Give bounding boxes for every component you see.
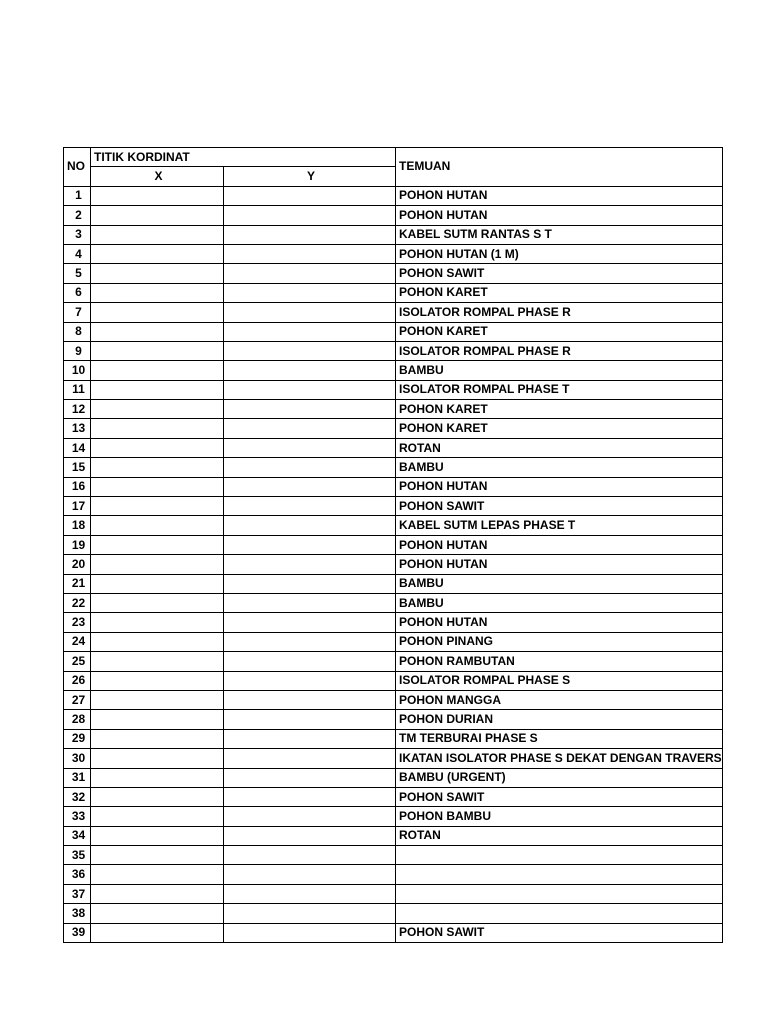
row-x-value [91,419,224,438]
row-no: 34 [64,826,91,845]
row-temuan: POHON KARET [396,322,723,341]
row-y-value [224,400,396,419]
row-temuan: POHON KARET [396,400,723,419]
row-y-value [224,632,396,651]
row-temuan: IKATAN ISOLATOR PHASE S DEKAT DENGAN TRAVERS [396,749,723,768]
table-row [64,729,723,748]
row-no: 18 [64,516,91,535]
row-y-value [224,690,396,709]
row-temuan: POHON KARET [396,419,723,438]
row-no: 27 [64,690,91,709]
table-row [64,690,723,709]
row-x-value [91,690,224,709]
row-y-value [224,904,396,923]
row-x-value [91,438,224,457]
table-row [64,826,723,845]
table-row [64,652,723,671]
table-row [64,613,723,632]
row-no: 21 [64,574,91,593]
row-x-value [91,729,224,748]
row-y-value [224,322,396,341]
row-no: 24 [64,632,91,651]
row-no: 19 [64,535,91,554]
row-no: 20 [64,555,91,574]
row-temuan: POHON KARET [396,283,723,302]
row-temuan [396,904,723,923]
row-x-value [91,535,224,554]
row-x-value [91,497,224,516]
row-no: 36 [64,865,91,884]
row-no: 8 [64,322,91,341]
row-no: 23 [64,613,91,632]
row-temuan: POHON HUTAN [396,613,723,632]
row-y-value [224,826,396,845]
row-temuan: ISOLATOR ROMPAL PHASE T [396,380,723,399]
row-temuan: ISOLATOR ROMPAL PHASE S [396,671,723,690]
table-row [64,303,723,322]
row-no: 29 [64,729,91,748]
row-no: 3 [64,225,91,244]
header-x: X [91,167,224,186]
row-y-value [224,807,396,826]
row-y-value [224,652,396,671]
row-y-value [224,535,396,554]
table-row [64,535,723,554]
row-y-value [224,865,396,884]
spreadsheet [63,147,723,943]
row-temuan [396,865,723,884]
table-row [64,380,723,399]
header-y: Y [224,167,396,186]
row-temuan: BAMBU [396,574,723,593]
header-row [64,148,723,167]
row-no: 10 [64,361,91,380]
row-temuan: POHON SAWIT [396,923,723,942]
row-y-value [224,593,396,612]
row-x-value [91,593,224,612]
row-x-value [91,671,224,690]
row-temuan [396,884,723,903]
row-x-value [91,186,224,205]
row-no: 13 [64,419,91,438]
row-temuan: POHON SAWIT [396,787,723,806]
row-temuan: POHON PINANG [396,632,723,651]
header-no: NO [64,148,91,187]
table-row [64,555,723,574]
table-row [64,593,723,612]
row-x-value [91,884,224,903]
row-no: 16 [64,477,91,496]
table-row [64,497,723,516]
row-y-value [224,264,396,283]
table-row [64,865,723,884]
table-row [64,341,723,360]
row-y-value [224,516,396,535]
row-temuan: POHON SAWIT [396,264,723,283]
row-no: 2 [64,206,91,225]
row-x-value [91,244,224,263]
row-y-value [224,923,396,942]
row-x-value [91,303,224,322]
row-y-value [224,884,396,903]
row-x-value [91,632,224,651]
row-temuan: BAMBU [396,458,723,477]
row-temuan: ROTAN [396,826,723,845]
row-y-value [224,438,396,457]
row-temuan: ROTAN [396,438,723,457]
row-no: 17 [64,497,91,516]
row-x-value [91,380,224,399]
row-temuan: BAMBU [396,593,723,612]
row-y-value [224,555,396,574]
table-row [64,477,723,496]
row-y-value [224,186,396,205]
row-no: 37 [64,884,91,903]
row-x-value [91,361,224,380]
table-row [64,923,723,942]
row-y-value [224,846,396,865]
table-row [64,225,723,244]
row-temuan: POHON HUTAN [396,535,723,554]
row-temuan: ISOLATOR ROMPAL PHASE R [396,341,723,360]
row-no: 6 [64,283,91,302]
table-row [64,904,723,923]
row-x-value [91,826,224,845]
row-y-value [224,768,396,787]
row-x-value [91,768,224,787]
row-x-value [91,206,224,225]
row-x-value [91,322,224,341]
row-no: 32 [64,787,91,806]
row-temuan: ISOLATOR ROMPAL PHASE R [396,303,723,322]
row-x-value [91,904,224,923]
row-y-value [224,729,396,748]
row-y-value [224,206,396,225]
row-y-value [224,361,396,380]
table-row [64,749,723,768]
row-y-value [224,574,396,593]
row-no: 38 [64,904,91,923]
table-row [64,438,723,457]
row-temuan: POHON HUTAN (1 M) [396,244,723,263]
table-row [64,264,723,283]
row-x-value [91,613,224,632]
table-row [64,632,723,651]
row-temuan: KABEL SUTM RANTAS S T [396,225,723,244]
table-row [64,458,723,477]
row-no: 15 [64,458,91,477]
header-titik-kordinat: TITIK KORDINAT [91,148,396,167]
row-no: 14 [64,438,91,457]
row-temuan: KABEL SUTM LEPAS PHASE T [396,516,723,535]
row-temuan: POHON MANGGA [396,690,723,709]
row-temuan: TM TERBURAI PHASE S [396,729,723,748]
row-y-value [224,613,396,632]
row-y-value [224,477,396,496]
row-y-value [224,341,396,360]
row-x-value [91,555,224,574]
row-y-value [224,710,396,729]
row-x-value [91,341,224,360]
row-y-value [224,458,396,477]
row-no: 22 [64,593,91,612]
row-temuan: POHON RAMBUTAN [396,652,723,671]
row-x-value [91,458,224,477]
row-temuan: POHON HUTAN [396,555,723,574]
table-row [64,574,723,593]
table-row [64,787,723,806]
findings-table [63,147,723,943]
row-no: 31 [64,768,91,787]
row-x-value [91,264,224,283]
table-row [64,768,723,787]
row-temuan: POHON BAMBU [396,807,723,826]
row-x-value [91,400,224,419]
row-x-value [91,283,224,302]
row-no: 39 [64,923,91,942]
table-row [64,516,723,535]
row-temuan: POHON HUTAN [396,186,723,205]
row-no: 1 [64,186,91,205]
table-row [64,361,723,380]
row-x-value [91,516,224,535]
row-y-value [224,671,396,690]
row-y-value [224,749,396,768]
row-y-value [224,283,396,302]
row-temuan: POHON SAWIT [396,497,723,516]
row-no: 9 [64,341,91,360]
row-no: 5 [64,264,91,283]
table-row [64,186,723,205]
row-y-value [224,419,396,438]
row-no: 25 [64,652,91,671]
table-row [64,400,723,419]
row-temuan: POHON DURIAN [396,710,723,729]
row-temuan: POHON HUTAN [396,206,723,225]
table-row [64,244,723,263]
row-x-value [91,846,224,865]
table-row [64,206,723,225]
row-temuan: POHON HUTAN [396,477,723,496]
row-no: 12 [64,400,91,419]
table-row [64,283,723,302]
row-y-value [224,303,396,322]
header-temuan: TEMUAN [396,148,723,187]
table-row [64,884,723,903]
row-y-value [224,225,396,244]
row-no: 30 [64,749,91,768]
row-x-value [91,225,224,244]
row-x-value [91,574,224,593]
table-row [64,671,723,690]
row-x-value [91,749,224,768]
row-no: 33 [64,807,91,826]
table-row [64,419,723,438]
row-y-value [224,497,396,516]
table-row [64,846,723,865]
row-x-value [91,477,224,496]
row-y-value [224,787,396,806]
row-x-value [91,807,224,826]
row-no: 35 [64,846,91,865]
row-y-value [224,380,396,399]
row-no: 26 [64,671,91,690]
row-x-value [91,710,224,729]
row-x-value [91,865,224,884]
row-temuan: BAMBU [396,361,723,380]
row-x-value [91,787,224,806]
table-row [64,322,723,341]
row-no: 28 [64,710,91,729]
row-temuan: BAMBU (URGENT) [396,768,723,787]
row-no: 4 [64,244,91,263]
row-x-value [91,923,224,942]
table-row [64,710,723,729]
table-row [64,807,723,826]
row-x-value [91,652,224,671]
row-no: 7 [64,303,91,322]
row-temuan [396,846,723,865]
row-no: 11 [64,380,91,399]
row-y-value [224,244,396,263]
